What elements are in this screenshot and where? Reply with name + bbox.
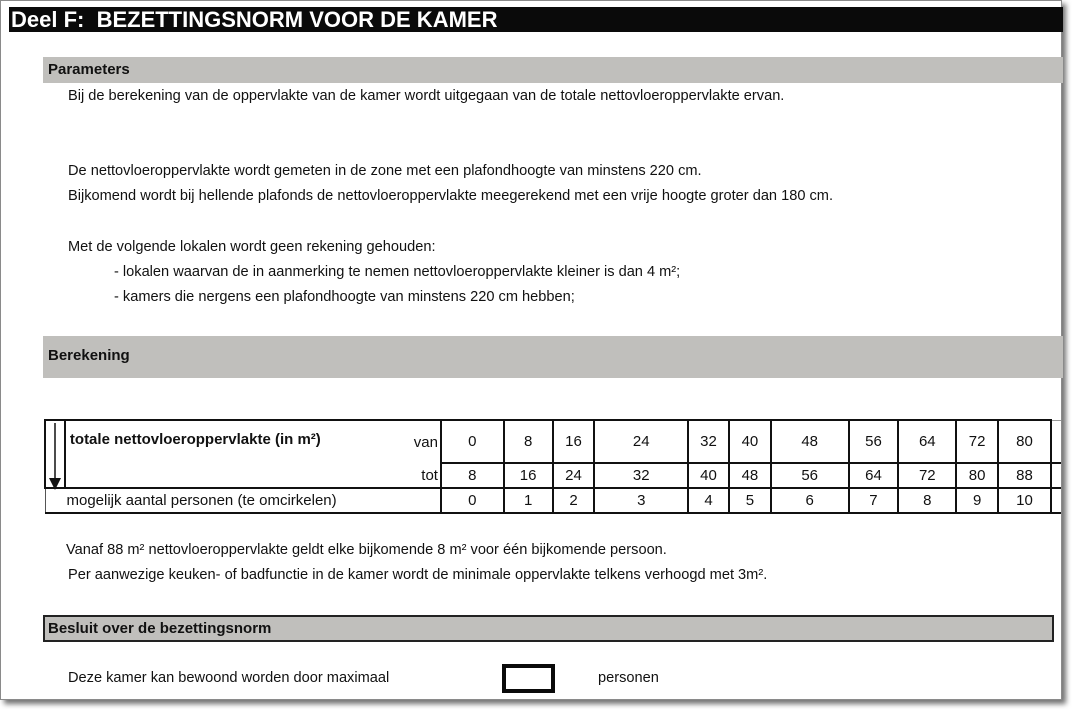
- tot-cell: 24: [553, 463, 595, 488]
- van-cell: 24: [594, 420, 688, 463]
- parameters-line: Met de volgende lokalen wordt geen rekening gehouden:: [68, 239, 436, 255]
- exclusion-item: - kamers die nergens een plafondhoogte van minstens 220 cm hebben;: [114, 289, 575, 305]
- persons-cell[interactable]: 0: [441, 488, 504, 513]
- conclusion-text: Deze kamer kan bewoond worden door maximaal: [68, 670, 390, 686]
- tot-cell: 88: [998, 463, 1051, 488]
- van-cell: 56: [849, 420, 899, 463]
- tot-cell: 56: [771, 463, 849, 488]
- occupancy-table: [44, 419, 1061, 514]
- tot-cell: 72: [898, 463, 956, 488]
- parameters-line: De nettovloeroppervlakte wordt gemeten in de zone met een plafondhoogte van minstens 220 cm.: [68, 163, 702, 179]
- van-row: [45, 420, 1061, 463]
- van-cell: 8: [504, 420, 553, 463]
- max-persons-input[interactable]: [502, 664, 555, 693]
- area-label: totale nettovloeroppervlakte (in m²): [65, 420, 374, 488]
- van-label: van: [374, 420, 441, 463]
- persons-cell[interactable]: 1: [504, 488, 553, 513]
- overflow-cell: [1051, 488, 1061, 513]
- tot-cell: 40: [688, 463, 729, 488]
- parameters-line: Bij de berekening van de oppervlakte van de kamer wordt uitgegaan van de totale nettovloeroppervlakte ervan.: [68, 88, 785, 104]
- van-cell: 32: [688, 420, 729, 463]
- persons-row: [45, 488, 1061, 513]
- down-arrow-icon: [47, 423, 65, 491]
- calculation-note: Vanaf 88 m² nettovloeroppervlakte geldt elke bijkomende 8 m² voor één bijkomende persoon.: [66, 542, 667, 558]
- tot-cell: 16: [504, 463, 553, 488]
- calculation-note: Per aanwezige keuken- of badfunctie in de kamer wordt de minimale oppervlakte telkens verhoogd met 3m².: [68, 567, 768, 583]
- van-cell: 16: [553, 420, 595, 463]
- persons-cell[interactable]: 9: [956, 488, 998, 513]
- van-cell: 40: [729, 420, 771, 463]
- persons-cell[interactable]: 4: [688, 488, 729, 513]
- tot-label: tot: [374, 463, 441, 488]
- tot-cell: 80: [956, 463, 998, 488]
- tot-cell: 64: [849, 463, 899, 488]
- tot-cell: 48: [729, 463, 771, 488]
- tot-cell: 32: [594, 463, 688, 488]
- persons-cell[interactable]: 7: [849, 488, 899, 513]
- page-title: Deel F: BEZETTINGSNORM VOOR DE KAMER: [9, 7, 1063, 32]
- persons-cell[interactable]: 8: [898, 488, 956, 513]
- persons-label: mogelijk aantal personen (te omcirkelen): [45, 488, 441, 513]
- persons-cell[interactable]: 6: [771, 488, 849, 513]
- persons-cell[interactable]: 10: [998, 488, 1051, 513]
- section-header-besluit: Besluit over de bezettingsnorm: [43, 615, 1054, 642]
- persons-cell[interactable]: 3: [594, 488, 688, 513]
- overflow-cell: [1051, 420, 1061, 463]
- section-header-berekening: Berekening: [43, 336, 1063, 378]
- van-cell: 48: [771, 420, 849, 463]
- overflow-cell: [1051, 463, 1061, 488]
- section-header-parameters: Parameters: [43, 57, 1063, 83]
- arrow-cell: [45, 420, 65, 488]
- conclusion-unit: personen: [598, 670, 659, 686]
- parameters-line: Bijkomend wordt bij hellende plafonds de nettovloeroppervlakte meegerekend met een vrije hoogte groter dan 180 cm.: [68, 188, 834, 204]
- van-cell: 0: [441, 420, 504, 463]
- van-cell: 80: [998, 420, 1051, 463]
- exclusion-item: - lokalen waarvan de in aanmerking te nemen nettovloeroppervlakte kleiner is dan 4 m²;: [114, 264, 681, 280]
- persons-cell[interactable]: 2: [553, 488, 595, 513]
- persons-cell[interactable]: 5: [729, 488, 771, 513]
- van-cell: 72: [956, 420, 998, 463]
- tot-cell: 8: [441, 463, 504, 488]
- van-cell: 64: [898, 420, 956, 463]
